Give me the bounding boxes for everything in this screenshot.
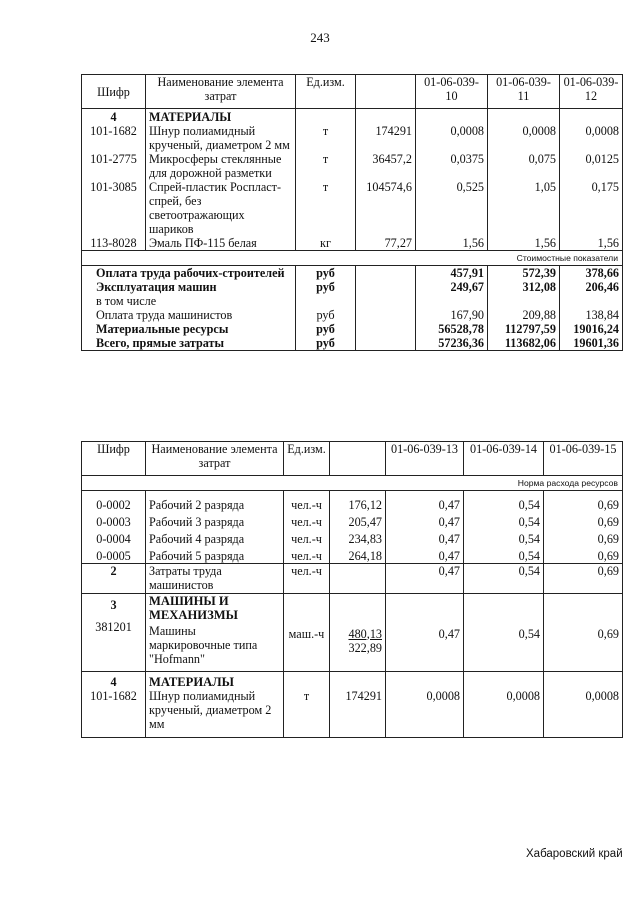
table-row — [82, 124, 623, 152]
header-col3: 01-06-039-12 — [560, 75, 623, 109]
header-name: Наименование элемента затрат — [146, 75, 296, 109]
cost-indicators-label-row — [82, 251, 623, 266]
row-value-2: 0,54 — [464, 529, 544, 546]
summary-value-3: 19016,24 — [560, 322, 623, 336]
header-col1: 01-06-039-10 — [416, 75, 488, 109]
section-title: МАТЕРИАЛЫ — [149, 674, 235, 689]
summary-value-3: 378,66 — [560, 266, 623, 281]
row-unit: кг — [296, 236, 356, 251]
row-code: 101-2775 — [82, 152, 146, 180]
row-price: 234,83 — [330, 529, 386, 546]
summary-row — [82, 322, 623, 336]
materials-name-cell — [146, 671, 284, 737]
section-number: 3 — [110, 597, 117, 612]
row-unit: т — [296, 124, 356, 152]
row-value-2: 1,05 — [488, 180, 560, 236]
summary-value-2: 112797,59 — [488, 322, 560, 336]
summary-value-2: 572,39 — [488, 266, 560, 281]
row-code: 113-8028 — [82, 236, 146, 251]
materials-code-cell — [82, 671, 146, 737]
row-price: 174291 — [356, 124, 416, 152]
row-price: 176,12 — [330, 498, 386, 512]
row-code: 381201 — [95, 619, 132, 634]
row-value-1: 0,0375 — [416, 152, 488, 180]
section-number: 4 — [82, 109, 146, 125]
page-number: 243 — [310, 30, 330, 45]
header-unit: Ед.изм. — [284, 442, 330, 476]
row-value-2: 0,54 — [464, 593, 544, 671]
row-value-3: 0,69 — [544, 498, 623, 512]
row-unit: чел.-ч — [284, 529, 330, 546]
row-value-1: 0,0008 — [416, 124, 488, 152]
row-unit: чел.-ч — [284, 498, 330, 512]
row-unit: маш.-ч — [284, 593, 330, 671]
summary-value-1: 56528,78 — [416, 322, 488, 336]
row-unit: чел.-ч — [284, 563, 330, 593]
row-value-1: 0,47 — [386, 498, 464, 512]
table-row — [82, 498, 623, 512]
table-row — [82, 180, 623, 236]
row-value-3: 0,0008 — [560, 124, 623, 152]
row-name: Микросферы стеклянные для дорожной разметки — [146, 152, 296, 180]
table-header-row — [82, 75, 623, 109]
section-number: 2 — [82, 563, 146, 593]
table-row — [82, 236, 623, 251]
summary-name: в том числе — [82, 294, 296, 308]
norm-label-row — [82, 476, 623, 491]
row-value-3: 0,69 — [544, 546, 623, 564]
summary-value-1: 167,90 — [416, 308, 488, 322]
section-materials-row — [82, 109, 623, 125]
header-name: Наименование элемента затрат — [146, 442, 284, 476]
row-name: Рабочий 4 разряда — [146, 529, 284, 546]
row-value-3: 0,69 — [544, 512, 623, 529]
row-value-3: 0,0008 — [544, 671, 623, 737]
row-price: 264,18 — [330, 546, 386, 564]
summary-value-3: 138,84 — [560, 308, 623, 322]
summary-unit: руб — [296, 336, 356, 351]
row-value-2: 0,54 — [464, 563, 544, 593]
summary-value-1: 249,67 — [416, 280, 488, 294]
cost-indicators-label: Стоимостные показатели — [82, 251, 623, 266]
row-name: Эмаль ПФ-115 белая — [146, 236, 296, 251]
row-value-1: 1,56 — [416, 236, 488, 251]
row-name: Машины маркировочные типа "Hofmann" — [149, 623, 258, 666]
header-price — [330, 442, 386, 476]
row-value-1: 0,47 — [386, 512, 464, 529]
summary-unit: руб — [296, 266, 356, 281]
machines-name-cell — [146, 593, 284, 671]
row-code: 101-3085 — [82, 180, 146, 236]
row-value-2: 0,0008 — [464, 671, 544, 737]
section-title: МАШИНЫ И МЕХАНИЗМЫ — [149, 593, 238, 622]
row-code: 0-0005 — [82, 546, 146, 564]
row-value-2: 0,075 — [488, 152, 560, 180]
section-title: МАТЕРИАЛЫ — [146, 109, 296, 125]
summary-name: Эксплуатация машин — [82, 280, 296, 294]
machines-section — [82, 593, 623, 671]
row-value-1: 0,525 — [416, 180, 488, 236]
row-value-3: 0,69 — [544, 563, 623, 593]
row-price: 480,13 — [348, 626, 382, 641]
summary-row — [82, 280, 623, 294]
header-col2: 01-06-039-11 — [488, 75, 560, 109]
row-unit: т — [284, 671, 330, 737]
row-code: 101-1682 — [82, 124, 146, 152]
row-price: 174291 — [330, 671, 386, 737]
row-value-2: 0,54 — [464, 546, 544, 564]
header-unit: Ед.изм. — [296, 75, 356, 109]
section-number: 4 — [110, 674, 117, 689]
row-unit: т — [296, 152, 356, 180]
summary-name: Всего, прямые затраты — [82, 336, 296, 351]
summary-unit: руб — [296, 322, 356, 336]
row-name: Спрей-пластик Роспласт-спрей, без светоотражающих шариков — [146, 180, 296, 236]
row-price-alt: 322,89 — [348, 640, 382, 655]
cost-table-1 — [81, 74, 623, 351]
row-value-2: 1,56 — [488, 236, 560, 251]
header-price — [356, 75, 416, 109]
row-value-3: 0,0125 — [560, 152, 623, 180]
row-price: 77,27 — [356, 236, 416, 251]
summary-value-2: 209,88 — [488, 308, 560, 322]
row-value-2: 0,0008 — [488, 124, 560, 152]
table-header-row — [82, 442, 623, 476]
summary-row — [82, 266, 623, 281]
row-value-1: 0,47 — [386, 593, 464, 671]
row-value-1: 0,47 — [386, 529, 464, 546]
table-row — [82, 529, 623, 546]
row-name: Шнур полиамидный крученый, диаметром 2 мм — [146, 124, 296, 152]
row-value-3: 1,56 — [560, 236, 623, 251]
table-row — [82, 152, 623, 180]
row-name: Шнур полиамидный крученый, диаметром 2 мм — [149, 688, 272, 731]
header-col2: 01-06-039-14 — [464, 442, 544, 476]
row-value-2: 0,54 — [464, 498, 544, 512]
row-value-3: 0,69 — [544, 529, 623, 546]
labor-row — [82, 563, 623, 593]
footer-region: Хабаровский край — [526, 848, 623, 860]
row-code: 0-0004 — [82, 529, 146, 546]
row-value-2: 0,54 — [464, 512, 544, 529]
cost-table-2 — [81, 441, 623, 738]
row-price: 205,47 — [330, 512, 386, 529]
row-unit: т — [296, 180, 356, 236]
summary-row — [82, 308, 623, 322]
header-code: Шифр — [82, 442, 146, 476]
row-value-1: 0,0008 — [386, 671, 464, 737]
table-row — [82, 512, 623, 529]
row-name: Рабочий 3 разряда — [146, 512, 284, 529]
summary-name: Материальные ресурсы — [82, 322, 296, 336]
row-value-1: 0,47 — [386, 563, 464, 593]
row-code: 0-0002 — [82, 498, 146, 512]
row-code: 0-0003 — [82, 512, 146, 529]
row-code: 101-1682 — [90, 688, 137, 703]
summary-value-3: 19601,36 — [560, 336, 623, 351]
row-unit: чел.-ч — [284, 512, 330, 529]
row-value-3: 0,69 — [544, 593, 623, 671]
row-unit: чел.-ч — [284, 546, 330, 564]
summary-value-1: 457,91 — [416, 266, 488, 281]
summary-value-2: 113682,06 — [488, 336, 560, 351]
summary-unit: руб — [296, 308, 356, 322]
machines-price-cell — [330, 593, 386, 671]
summary-row — [82, 336, 623, 351]
summary-value-3: 206,46 — [560, 280, 623, 294]
row-value-1: 0,47 — [386, 546, 464, 564]
summary-row — [82, 294, 623, 308]
row-price: 104574,6 — [356, 180, 416, 236]
summary-name: Оплата труда машинистов — [82, 308, 296, 322]
summary-unit: руб — [296, 280, 356, 294]
row-name: Рабочий 5 разряда — [146, 546, 284, 564]
norm-label: Норма расхода ресурсов — [82, 476, 623, 491]
table-row — [82, 546, 623, 564]
row-name: Рабочий 2 разряда — [146, 498, 284, 512]
header-col1: 01-06-039-13 — [386, 442, 464, 476]
row-price: 36457,2 — [356, 152, 416, 180]
summary-name: Оплата труда рабочих-строителей — [82, 266, 296, 281]
summary-value-1: 57236,36 — [416, 336, 488, 351]
machines-code-cell — [82, 593, 146, 671]
header-code: Шифр — [82, 75, 146, 109]
materials-section — [82, 671, 623, 737]
row-name: Затраты труда машинистов — [146, 563, 284, 593]
header-col3: 01-06-039-15 — [544, 442, 623, 476]
row-value-3: 0,175 — [560, 180, 623, 236]
summary-value-2: 312,08 — [488, 280, 560, 294]
